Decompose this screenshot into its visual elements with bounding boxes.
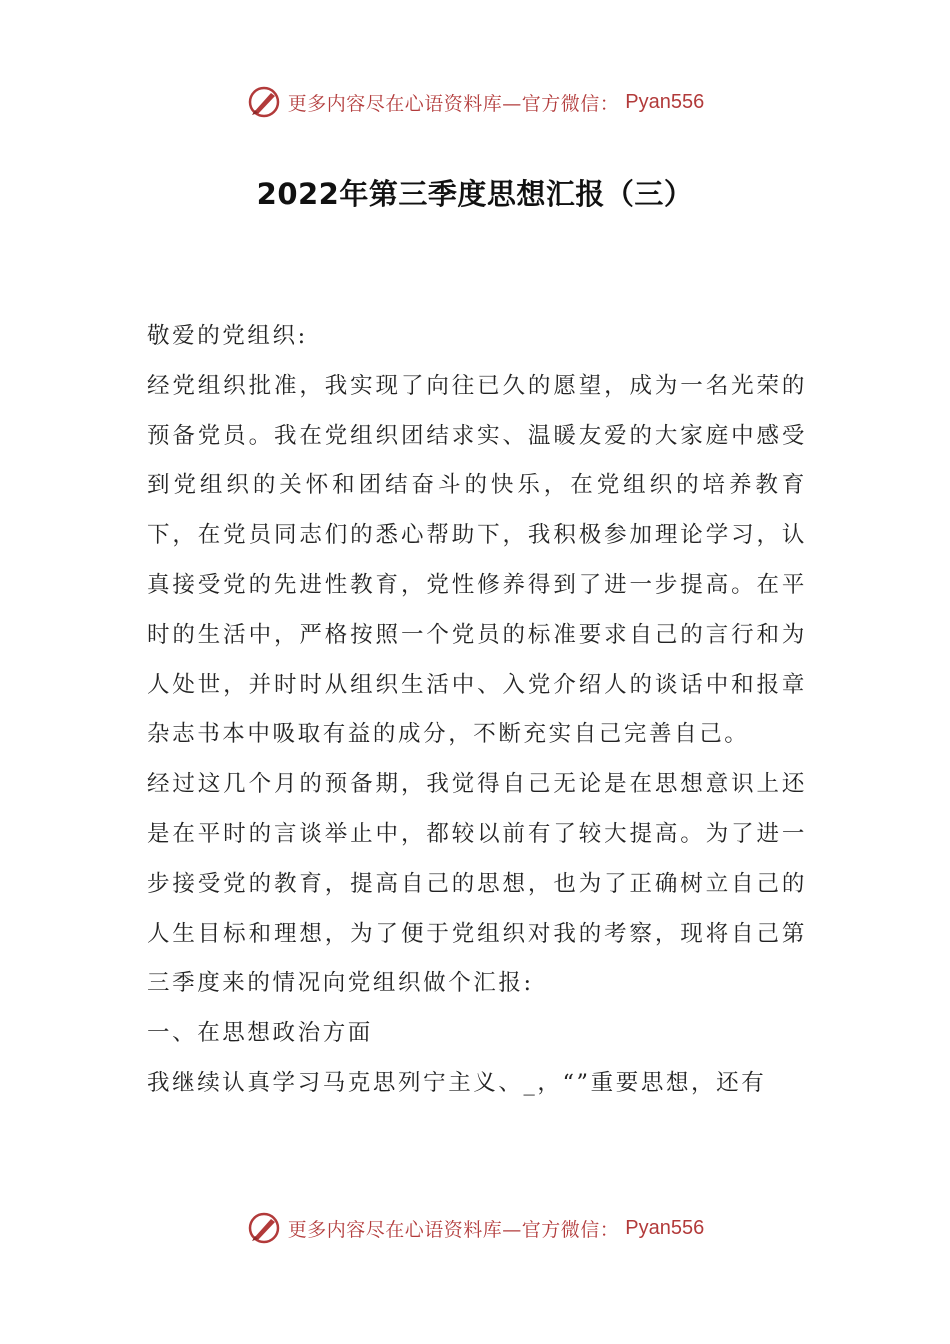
watermark-wechat-id: Pyan556 (625, 1216, 705, 1239)
footer-watermark (0, 1210, 950, 1246)
watermark-text: 更多内容尽在心语资料库—官方微信： (287, 1218, 620, 1241)
section-text: 我继续认真学习马克思列宁主义、_，“”重要思想，还有 (147, 1069, 767, 1096)
document-body (147, 312, 807, 1109)
pen-logo-icon (246, 84, 282, 120)
watermark-text: 更多内容尽在心语资料库—官方微信： (287, 92, 620, 115)
section-heading: 一、在思想政治方面 (147, 1020, 373, 1047)
paragraph: 经党组织批准，我实现了向往已久的愿望，成为一名光荣的预备党员。我在党组织团结求实、温暖友爱的大家庭中感受到党组织的关怀和团结奋斗的快乐，在党组织的培养教育下，在党员同志们的悉心帮助下，我积极参加理论学习，认真接受党的先进性教育，党性修养得到了进一步提高。在平时的生活中，严格按照一个党员的标准要求自己的言行和为人处世，并时时从组织生活中、入党介绍人的谈话中和报章杂志书本中吸取有益的成分，不断充实自己完善自己。 (147, 372, 807, 748)
salutation: 敬爱的党组织: (147, 323, 308, 349)
watermark-wechat-id: Pyan556 (625, 90, 705, 113)
paragraph: 经过这几个月的预备期，我觉得自己无论是在思想意识上还是在平时的言谈举止中，都较以前有了较大提高。为了进一步接受党的教育，提高自己的思想，也为了正确树立自己的人生目标和理想，为了便于党组织对我的考察，现将自己第三季度来的情况向党组织做个汇报: (147, 771, 807, 997)
document-title: 2022年第三季度思想汇报（三） (256, 177, 694, 211)
pen-logo-icon (246, 1210, 282, 1246)
header-watermark (0, 84, 950, 120)
